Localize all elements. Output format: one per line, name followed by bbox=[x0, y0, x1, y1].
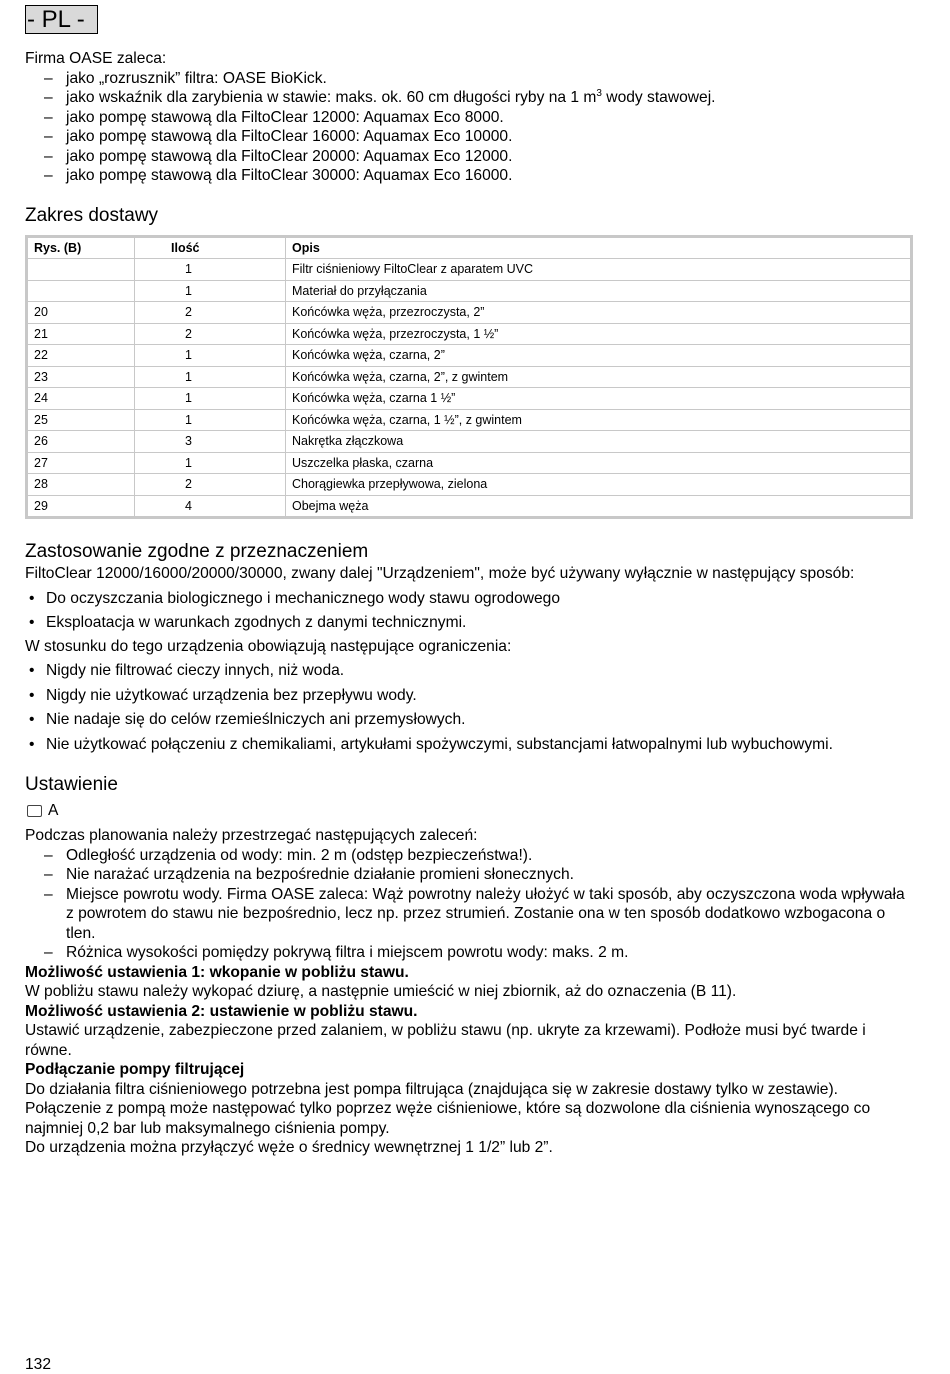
table-cell: Końcówka węża, przezroczysta, 1 ½” bbox=[286, 324, 910, 346]
list-item-text: wody stawowej. bbox=[601, 89, 716, 106]
option1-text: W pobliżu stawu należy wykopać dziurę, a następnie umieścić w niej zbiornik, aż do oznaczenia (B 11). bbox=[25, 983, 737, 1000]
list-item: • Nie użytkować połączeniu z chemikaliami, artykułami spożywczymi, substancjami łatwopalnymi lub wybuchowymi. bbox=[25, 735, 915, 755]
table-cell: 28 bbox=[28, 474, 135, 496]
list-item bbox=[25, 88, 915, 108]
pump-paragraph: Do urządzenia można przyłączyć węże o średnicy wewnętrznej 1 1/2” lub 2”. bbox=[25, 1139, 553, 1156]
supply-table bbox=[25, 235, 913, 520]
table-cell: 20 bbox=[28, 302, 135, 324]
table-cell: 26 bbox=[28, 431, 135, 453]
section-heading-setup: Ustawienie bbox=[25, 774, 118, 795]
planning-intro: Podczas planowania należy przestrzegać następujących zaleceń: bbox=[25, 827, 478, 844]
column-header: Rys. (B) bbox=[28, 238, 135, 260]
table-row bbox=[28, 324, 910, 346]
table-row bbox=[28, 259, 910, 281]
list-item: • Do oczyszczania biologicznego i mechanicznego wody stawu ogrodowego bbox=[25, 589, 915, 609]
table-row bbox=[28, 496, 910, 517]
table-cell: 23 bbox=[28, 367, 135, 389]
table-cell: 25 bbox=[28, 410, 135, 432]
column-header: Ilość bbox=[135, 238, 286, 260]
table-row bbox=[28, 410, 910, 432]
table-cell: Końcówka węża, czarna, 2”, z gwintem bbox=[286, 367, 910, 389]
table-cell: 1 bbox=[135, 388, 286, 410]
table-cell: 3 bbox=[135, 431, 286, 453]
table-row bbox=[28, 367, 910, 389]
supply-table-body bbox=[28, 259, 910, 516]
list-item: • Eksploatacja w warunkach zgodnych z danymi technicznymi. bbox=[25, 613, 915, 633]
table-cell: 24 bbox=[28, 388, 135, 410]
limits-list bbox=[25, 661, 915, 754]
table-cell: 1 bbox=[135, 259, 286, 281]
table-cell: 4 bbox=[135, 496, 286, 517]
table-cell: 22 bbox=[28, 345, 135, 367]
page-number: 132 bbox=[25, 1356, 52, 1373]
table-cell: 1 bbox=[135, 281, 286, 303]
list-item: – Odległość urządzenia od wody: min. 2 m (odstęp bezpieczeństwa!). bbox=[25, 846, 915, 866]
table-header-row bbox=[28, 238, 910, 260]
list-item: – jako pompę stawową dla FiltoClear 16000: Aquamax Eco 10000. bbox=[25, 127, 915, 147]
table-row bbox=[28, 431, 910, 453]
table-cell: Filtr ciśnieniowy FiltoClear z aparatem UVC bbox=[286, 259, 910, 281]
table-cell: 21 bbox=[28, 324, 135, 346]
option2-title: Możliwość ustawienia 2: ustawienie w pobliżu stawu. bbox=[25, 1002, 418, 1020]
book-icon bbox=[27, 805, 42, 817]
table-cell: 2 bbox=[135, 302, 286, 324]
table-cell: Uszczelka płaska, czarna bbox=[286, 453, 910, 475]
list-item: • Nigdy nie użytkować urządzenia bez przepływu wody. bbox=[25, 686, 915, 706]
recommend-list bbox=[25, 69, 915, 186]
table-cell bbox=[28, 281, 135, 303]
table-cell: Materiał do przyłączania bbox=[286, 281, 910, 303]
list-item: – jako „rozrusznik” filtra: OASE BioKick. bbox=[25, 69, 915, 89]
figure-label: A bbox=[48, 802, 59, 820]
table-cell: 1 bbox=[135, 453, 286, 475]
list-item: – jako pompę stawową dla FiltoClear 30000: Aquamax Eco 16000. bbox=[25, 166, 915, 186]
table-cell: Końcówka węża, czarna, 1 ½”, z gwintem bbox=[286, 410, 910, 432]
table-cell: 27 bbox=[28, 453, 135, 475]
section-heading-supply: Zakres dostawy bbox=[25, 204, 159, 226]
table-cell: Chorągiewka przepływowa, zielona bbox=[286, 474, 910, 496]
table-cell: Obejma węża bbox=[292, 498, 369, 513]
planning-list bbox=[25, 846, 915, 963]
pump-title: Podłączanie pompy filtrującej bbox=[25, 1061, 245, 1078]
list-item: – jako pompę stawową dla FiltoClear 20000: Aquamax Eco 12000. bbox=[25, 147, 915, 167]
usage-intro: FiltoClear 12000/16000/20000/30000, zwany dalej "Urządzeniem", może być używany wyłącznie w następujący sposób: bbox=[25, 565, 855, 582]
table-row bbox=[28, 388, 910, 410]
recommend-intro: Firma OASE zaleca: bbox=[25, 50, 167, 67]
list-item: – Nie narażać urządzenia na bezpośrednie działanie promieni słonecznych. bbox=[25, 865, 915, 885]
list-item-text: jako wskaźnik dla zarybienia w stawie: maks. ok. 60 cm długości ryby na 1 m bbox=[66, 89, 597, 106]
table-cell: 1 bbox=[135, 367, 286, 389]
table-cell: 1 bbox=[135, 410, 286, 432]
figure-reference bbox=[25, 801, 915, 821]
table-row bbox=[28, 281, 910, 303]
list-item: – Różnica wysokości pomiędzy pokrywą filtra i miejscem powrotu wody: maks. 2 m. bbox=[25, 943, 915, 963]
page-content bbox=[25, 49, 915, 1158]
table-cell: 2 bbox=[135, 324, 286, 346]
list-item: – jako pompę stawową dla FiltoClear 12000: Aquamax Eco 8000. bbox=[25, 108, 915, 128]
list-item: • Nigdy nie filtrować cieczy innych, niż woda. bbox=[25, 661, 915, 681]
table-cell: Nakrętka złączkowa bbox=[286, 431, 910, 453]
table-row bbox=[28, 453, 910, 475]
list-item: – Miejsce powrotu wody. Firma OASE zaleca: Wąż powrotny należy ułożyć w taki sposób, aby oczyszczona woda wpływała z powrotem do stawu nie bezpośrednio, lecz np. przez strumień. Zostanie ona w ten sposób dodatkowo wzbogacona o tlen. bbox=[25, 885, 915, 944]
table-cell bbox=[28, 259, 135, 281]
table-row bbox=[28, 474, 910, 496]
superscript: 3 bbox=[596, 87, 602, 99]
option1-title: Możliwość ustawienia 1: wkopanie w pobliżu stawu. bbox=[25, 963, 409, 981]
table-row bbox=[28, 302, 910, 324]
option2-text: Ustawić urządzenie, zabezpieczone przed zalaniem, w pobliżu stawu (np. ukryte za krzewami). Podłoże musi być twarde i równe. bbox=[25, 1022, 866, 1059]
usage-list bbox=[25, 589, 915, 633]
table-cell: 1 bbox=[135, 345, 286, 367]
pump-paragraph: Do działania filtra ciśnieniowego potrzebna jest pompa filtrująca (znajdująca się w zakresie dostawy tylko w zestawie). Połączenie z pompą może następować tylko poprzez węże ciśnieniowe, które są dozwolone dla ciśnienia wynoszącego co najmniej 0,2 bar lub maksymalnego ciśnienia pompy. bbox=[25, 1080, 871, 1137]
table-cell: 2 bbox=[135, 474, 286, 496]
table-row bbox=[28, 345, 910, 367]
table-cell: Końcówka węża, czarna 1 ½” bbox=[286, 388, 910, 410]
table-cell: Końcówka węża, przezroczysta, 2” bbox=[286, 302, 910, 324]
list-item: • Nie nadaje się do celów rzemieślniczych ani przemysłowych. bbox=[25, 710, 915, 730]
table-cell: Końcówka węża, czarna, 2” bbox=[286, 345, 910, 367]
section-heading-usage: Zastosowanie zgodne z przeznaczeniem bbox=[25, 541, 369, 562]
table-cell: 29 bbox=[28, 496, 135, 517]
limits-intro: W stosunku do tego urządzenia obowiązują następujące ograniczenia: bbox=[25, 637, 512, 655]
language-tag: - PL - bbox=[25, 5, 98, 34]
column-header: Opis bbox=[286, 238, 910, 260]
